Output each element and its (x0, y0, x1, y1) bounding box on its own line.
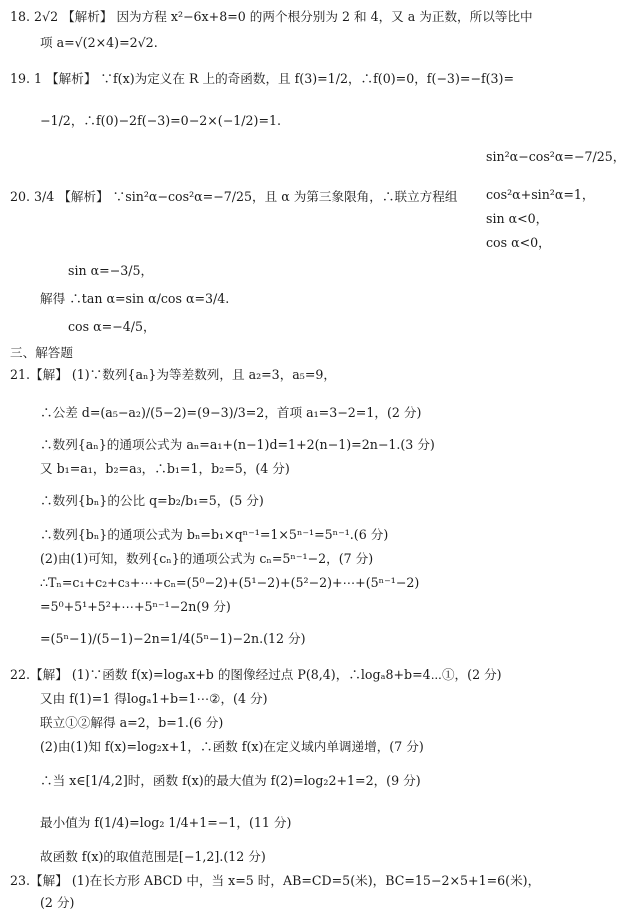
text-line-l27: (2)由(1)知 f(x)=log₂x+1，∴函数 f(x)在定义域内单调递增，(7 分) (40, 739, 424, 754)
text-line-l32: (2 分) (40, 895, 75, 910)
text-line-l17: 又 b₁=a₁，b₂=a₃，∴b₁=1，b₂=5，(4 分) (40, 461, 290, 476)
text-line-l25: 又由 f(1)=1 得logₐ1+b=1⋯②，(4 分) (40, 691, 268, 706)
text-line-l16: ∴数列{aₙ}的通项公式为 aₙ=a₁+(n−1)d=1+2(n−1)=2n−1.(3 分) (40, 437, 435, 452)
text-line-l12: cos α=−4/5， (68, 319, 156, 334)
text-line-l7: cos²α+sin²α=1， (486, 187, 595, 202)
text-line-l3: 19. 1 【解析】 ∵f(x)为定义在 R 上的奇函数，且 f(3)=1/2，∴f(0)=0，f(−3)=−f(3)= (10, 71, 515, 86)
text-line-l13: 三、解答题 (10, 345, 73, 360)
text-line-l20: (2)由(1)可知，数列{cₙ}的通项公式为 cₙ=5ⁿ⁻¹−2，(7 分) (40, 551, 374, 566)
text-line-l28: ∴当 x∈[1/4,2]时，函数 f(x)的最大值为 f(2)=log₂2+1=2，(9 分) (40, 773, 421, 788)
text-line-l21: ∴Tₙ=c₁+c₂+c₃+⋯+cₙ=(5⁰−2)+(5¹−2)+(5²−2)+⋯+(5ⁿ⁻¹−2) (40, 575, 420, 590)
text-line-l26: 联立①②解得 a=2，b=1.(6 分) (40, 715, 224, 730)
text-line-l4: −1/2，∴f(0)−2f(−3)=0−2×(−1/2)=1. (40, 113, 282, 128)
text-line-l31: 23.【解】 (1)在长方形 ABCD 中，当 x=5 时，AB=CD=5(米)，BC=15−2×5+1=6(米)， (10, 873, 541, 888)
text-line-l30: 故函数 f(x)的取值范围是[−1,2].(12 分) (40, 849, 266, 864)
text-line-l10: sin α=−3/5， (68, 263, 154, 278)
text-line-l29: 最小值为 f(1/4)=log₂ 1/4+1=−1，(11 分) (40, 815, 292, 830)
text-line-l2: 项 a=√(2×4)=2√2. (40, 35, 158, 50)
text-line-l14: 21.【解】 (1)∵数列{aₙ}为等差数列，且 a₂=3，a₅=9， (10, 367, 337, 382)
text-line-l8: sin α<0， (486, 211, 549, 226)
text-line-l18: ∴数列{bₙ}的公比 q=b₂/b₁=5，(5 分) (40, 493, 264, 508)
text-line-l19: ∴数列{bₙ}的通项公式为 bₙ=b₁×qⁿ⁻¹=1×5ⁿ⁻¹=5ⁿ⁻¹.(6 分) (40, 527, 389, 542)
text-line-l15: ∴公差 d=(a₅−a₂)/(5−2)=(9−3)/3=2，首项 a₁=3−2=1，(2 分) (40, 405, 422, 420)
text-line-l23: =(5ⁿ−1)/(5−1)−2n=1/4(5ⁿ−1)−2n.(12 分) (40, 631, 306, 646)
text-line-l24: 22.【解】 (1)∵函数 f(x)=logₐx+b 的图像经过点 P(8,4)，∴logₐ8+b=4⋯①，(2 分) (10, 667, 502, 682)
text-line-l5: sin²α−cos²α=−7/25， (486, 149, 626, 164)
text-line-l22: =5⁰+5¹+5²+⋯+5ⁿ⁻¹−2n(9 分) (40, 599, 231, 614)
text-line-l1: 18. 2√2 【解析】 因为方程 x²−6x+8=0 的两个根分别为 2 和 4，又 a 为正数，所以等比中 (10, 9, 533, 24)
text-line-l9: cos α<0， (486, 235, 551, 250)
text-line-l11: 解得 ∴tan α=sin α/cos α=3/4. (40, 291, 230, 306)
text-line-l6: 20. 3/4 【解析】 ∵sin²α−cos²α=−7/25，且 α 为第三象限角，∴联立方程组 (10, 189, 458, 204)
